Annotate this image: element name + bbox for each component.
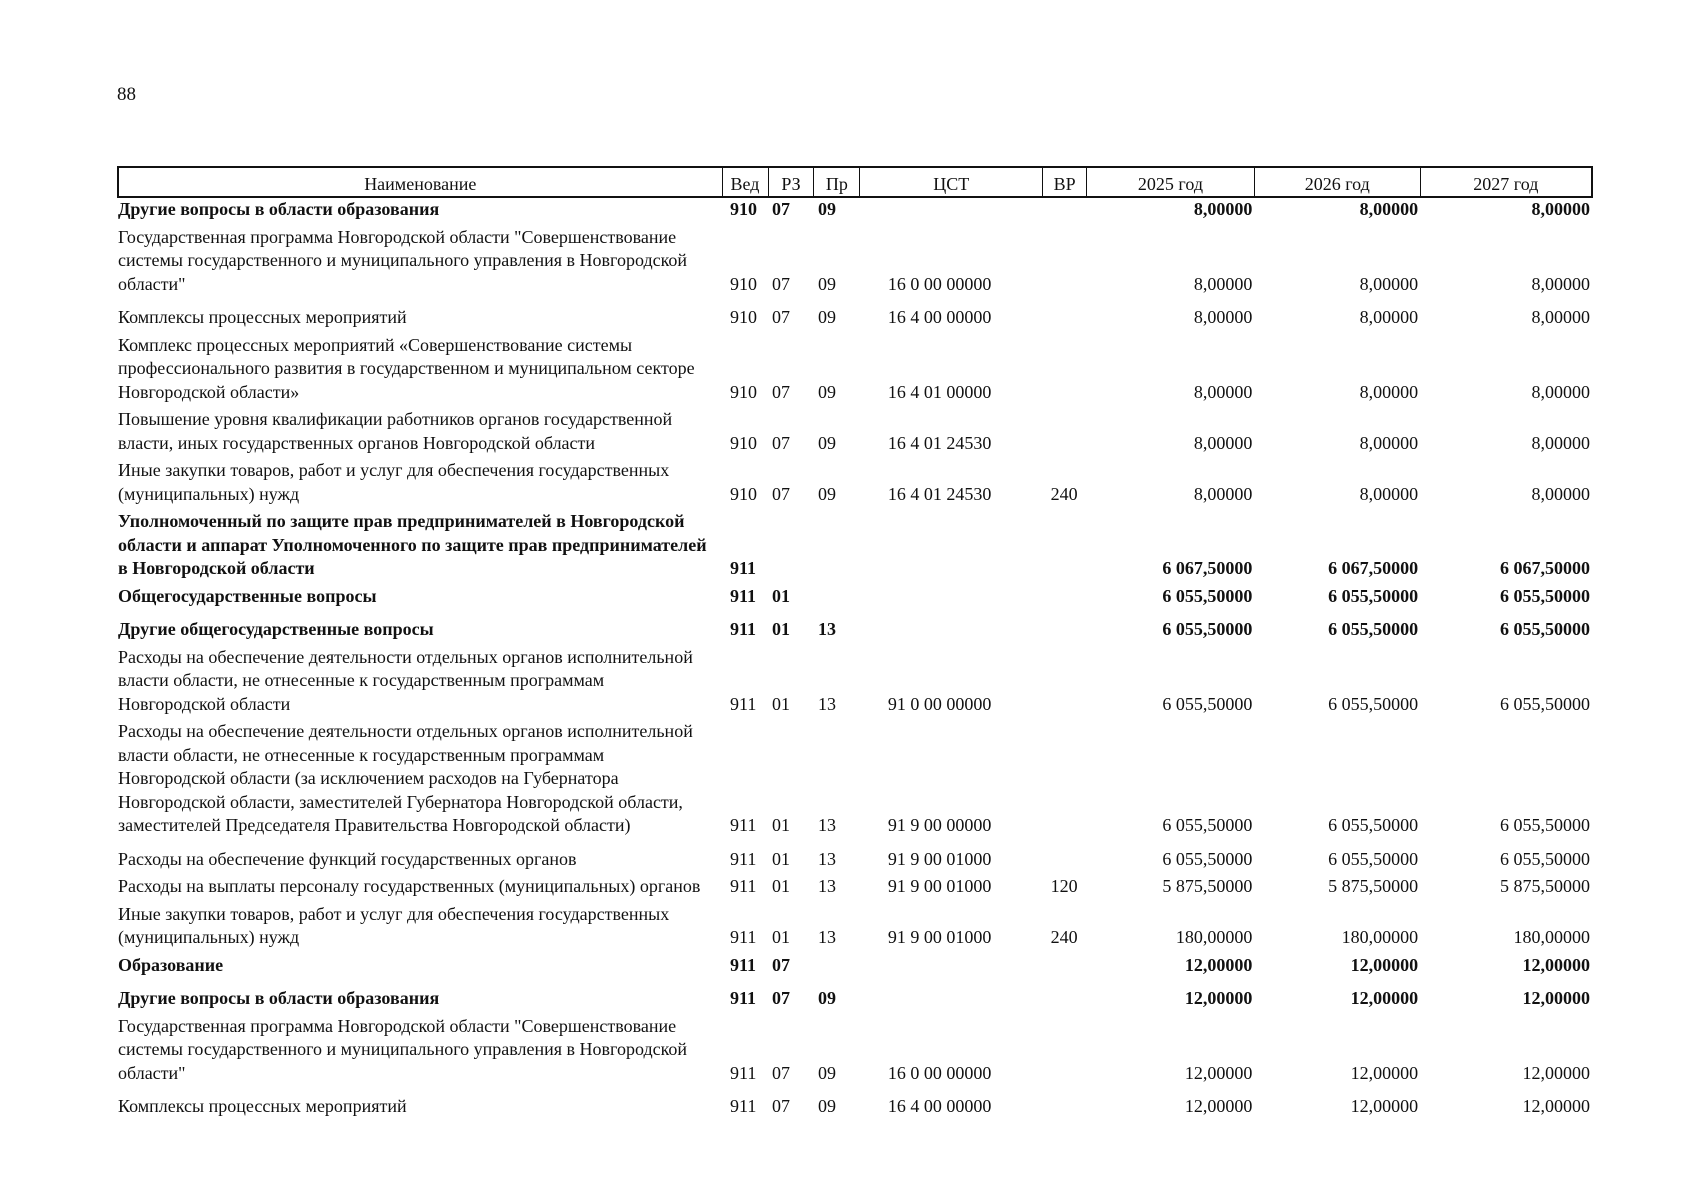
row-ved: 911 (730, 927, 757, 947)
row-2026: 8,00000 (1359, 381, 1419, 402)
table-row (118, 585, 1592, 613)
row-name: Государственная программа Новгородской области "Совершенствование системы государственного и муниципального управления в Новгородской области" (118, 1015, 688, 1083)
row-cst (860, 612, 1043, 646)
row-ved: 910 (730, 483, 758, 504)
row-pr (814, 510, 860, 585)
row-name: Расходы на выплаты персоналу государственных (муниципальных) органов (118, 876, 701, 896)
row-2027: 12,00000 (1522, 1096, 1590, 1116)
row-vr: 240 (1050, 483, 1078, 504)
row-pr: 09 (817, 381, 836, 402)
table-row (118, 197, 1592, 226)
table-row (118, 459, 1592, 510)
header-vr: ВР (1043, 167, 1087, 197)
row-ved: 911 (730, 988, 757, 1008)
row-ved: 910 (730, 432, 758, 453)
row-cst: 91 9 00 01000 (887, 876, 992, 896)
row-pr: 13 (817, 815, 836, 835)
row-rz: 07 (772, 307, 790, 327)
row-2025: 8,00000 (1193, 199, 1253, 219)
row-2025: 12,00000 (1184, 1062, 1253, 1083)
row-2025: 6 055,50000 (1162, 815, 1253, 835)
page-number: 88 (117, 84, 136, 105)
row-name: Другие вопросы в области образования (118, 988, 440, 1008)
row-rz: 07 (772, 1062, 790, 1083)
row-2027: 8,00000 (1531, 273, 1590, 294)
row-2027: 8,00000 (1531, 199, 1590, 219)
row-rz: 07 (772, 381, 790, 402)
row-2025: 6 055,50000 (1162, 619, 1253, 639)
row-ved: 911 (730, 693, 757, 714)
row-name: Расходы на обеспечение функций государственных органов (118, 848, 577, 869)
table-row (118, 981, 1592, 1015)
row-2025: 8,00000 (1193, 307, 1253, 327)
row-rz: 07 (772, 273, 790, 294)
row-pr: 13 (817, 693, 836, 714)
row-cst: 16 4 01 24530 (887, 483, 992, 504)
row-cst: 16 0 00 00000 (887, 1062, 992, 1083)
row-rz: 01 (772, 693, 790, 714)
row-rz: 07 (772, 199, 790, 219)
row-name: Общегосударственные вопросы (118, 585, 377, 606)
row-vr (1043, 197, 1087, 226)
table-row (118, 646, 1592, 721)
row-pr: 13 (817, 876, 836, 896)
row-2025: 12,00000 (1184, 954, 1253, 975)
row-2026: 12,00000 (1350, 1096, 1419, 1116)
row-2026: 8,00000 (1359, 199, 1419, 219)
row-cst: 91 9 00 01000 (887, 848, 992, 869)
row-pr: 13 (817, 927, 836, 947)
row-2025: 8,00000 (1193, 432, 1253, 453)
table-row (118, 1015, 1592, 1090)
row-ved: 911 (730, 1062, 757, 1083)
row-2027: 5 875,50000 (1500, 876, 1590, 896)
row-2027: 180,00000 (1513, 927, 1590, 947)
table-row (118, 1089, 1592, 1123)
row-2026: 12,00000 (1350, 988, 1419, 1008)
table-row (118, 334, 1592, 409)
row-rz: 07 (772, 954, 790, 975)
row-vr (1043, 334, 1087, 409)
header-rz: РЗ (768, 167, 814, 197)
row-ved: 911 (730, 1096, 757, 1116)
row-2025: 6 055,50000 (1162, 693, 1253, 714)
row-name: Комплексы процессных мероприятий (118, 307, 407, 327)
row-2025: 6 067,50000 (1162, 558, 1253, 578)
header-pr: Пр (814, 167, 860, 197)
row-ved: 911 (730, 558, 757, 578)
row-2025: 12,00000 (1184, 1096, 1253, 1116)
row-2026: 8,00000 (1359, 432, 1419, 453)
row-rz: 01 (772, 619, 790, 639)
row-2026: 5 875,50000 (1328, 876, 1419, 896)
table-row (118, 510, 1592, 585)
row-2027: 8,00000 (1531, 381, 1590, 402)
row-name: Комплексы процессных мероприятий (118, 1096, 407, 1116)
row-ved: 911 (730, 619, 757, 639)
row-cst (860, 981, 1043, 1015)
row-2027: 12,00000 (1522, 1062, 1590, 1083)
row-2027: 6 055,50000 (1500, 693, 1590, 714)
row-ved: 910 (730, 307, 758, 327)
row-2025: 180,00000 (1175, 927, 1253, 947)
table-row (118, 300, 1592, 334)
row-2025: 8,00000 (1193, 273, 1253, 294)
row-pr: 09 (817, 432, 836, 453)
row-ved: 911 (730, 954, 757, 975)
row-pr: 09 (817, 307, 836, 327)
row-2026: 12,00000 (1350, 1062, 1419, 1083)
row-ved: 911 (730, 848, 757, 869)
row-rz: 07 (772, 988, 790, 1008)
row-2026: 8,00000 (1359, 273, 1419, 294)
row-2026: 8,00000 (1359, 307, 1419, 327)
row-pr: 13 (817, 848, 836, 869)
row-vr (1043, 720, 1087, 842)
row-pr: 09 (817, 273, 836, 294)
row-cst: 91 0 00 00000 (887, 693, 992, 714)
row-cst: 16 4 01 00000 (887, 381, 992, 402)
row-rz: 01 (772, 585, 790, 606)
row-cst: 91 9 00 01000 (887, 927, 992, 947)
row-vr (1043, 408, 1087, 459)
row-2026: 12,00000 (1350, 954, 1419, 975)
table-row (118, 954, 1592, 982)
row-vr (1043, 1089, 1087, 1123)
row-pr (814, 585, 860, 613)
row-cst (860, 510, 1043, 585)
row-name: Повышение уровня квалификации работников органов государственной власти, иных государственных органов Новгородской области (118, 409, 673, 453)
table-row (118, 842, 1592, 876)
row-name: Комплекс процессных мероприятий «Совершенствование системы профессионального развития в государственном и муниципальном секторе Новгородской области» (118, 334, 695, 402)
row-name: Образование (118, 954, 224, 975)
row-rz (768, 510, 814, 585)
row-2026: 6 067,50000 (1328, 558, 1419, 578)
row-2027: 8,00000 (1531, 483, 1590, 504)
row-name: Иные закупки товаров, работ и услуг для обеспечения государственных (муниципальных) нужд (118, 903, 670, 947)
row-pr: 09 (817, 1096, 836, 1116)
row-2026: 6 055,50000 (1328, 619, 1419, 639)
row-2027: 6 067,50000 (1500, 558, 1590, 578)
row-rz: 01 (772, 876, 790, 896)
row-vr (1043, 646, 1087, 721)
header-2026: 2026 год (1254, 167, 1420, 197)
row-2025: 5 875,50000 (1162, 876, 1253, 896)
row-vr: 120 (1050, 876, 1078, 896)
row-vr (1043, 226, 1087, 301)
row-rz: 01 (772, 927, 790, 947)
row-rz: 01 (772, 815, 790, 835)
row-rz: 01 (772, 848, 790, 869)
row-name: Расходы на обеспечение деятельности отдельных органов исполнительной власти области, не отнесенные к государственным программам Новгородской области (за исключением расходов на Губернатора Новгородской области, заместителей Губернатора Новгородской области, заместителей Председателя Правительства Новгородской области) (118, 721, 693, 835)
table-row (118, 226, 1592, 301)
row-2026: 6 055,50000 (1328, 815, 1419, 835)
row-2027: 8,00000 (1531, 432, 1590, 453)
header-name: Наименование (118, 167, 722, 197)
header-cst: ЦСТ (860, 167, 1043, 197)
row-pr: 09 (817, 1062, 836, 1083)
row-ved: 911 (730, 876, 757, 896)
row-cst: 16 4 00 00000 (887, 307, 992, 327)
budget-table (117, 166, 1593, 1123)
row-2027: 6 055,50000 (1500, 848, 1590, 869)
table-row (118, 612, 1592, 646)
row-rz: 07 (772, 483, 790, 504)
row-name: Иные закупки товаров, работ и услуг для обеспечения государственных (муниципальных) нужд (118, 460, 670, 504)
row-2027: 6 055,50000 (1500, 585, 1590, 606)
row-2026: 6 055,50000 (1328, 585, 1419, 606)
row-2025: 12,00000 (1184, 988, 1253, 1008)
row-ved: 911 (730, 815, 757, 835)
row-cst (860, 954, 1043, 982)
table-row (118, 408, 1592, 459)
row-vr (1043, 842, 1087, 876)
row-cst (860, 585, 1043, 613)
row-2026: 8,00000 (1359, 483, 1419, 504)
row-name: Уполномоченный по защите прав предпринимателей в Новгородской области и аппарат Уполномоченного по защите прав предпринимателей в Новгородской области (118, 511, 707, 578)
row-vr (1043, 954, 1087, 982)
row-cst (860, 197, 1043, 226)
row-2027: 6 055,50000 (1500, 619, 1590, 639)
row-pr: 09 (817, 199, 836, 219)
table-header-row (118, 167, 1592, 197)
row-2026: 6 055,50000 (1328, 693, 1419, 714)
row-pr: 09 (817, 483, 836, 504)
row-cst: 16 4 01 24530 (887, 432, 992, 453)
row-2027: 6 055,50000 (1500, 815, 1590, 835)
row-cst: 16 0 00 00000 (887, 273, 992, 294)
row-vr (1043, 1015, 1087, 1090)
row-ved: 911 (730, 585, 757, 606)
row-ved: 910 (730, 199, 758, 219)
row-vr (1043, 585, 1087, 613)
row-2025: 8,00000 (1193, 483, 1253, 504)
row-pr: 09 (817, 988, 836, 1008)
row-rz: 07 (772, 432, 790, 453)
table-row (118, 720, 1592, 842)
table-row (118, 875, 1592, 903)
row-vr: 240 (1050, 927, 1078, 947)
row-pr (814, 954, 860, 982)
row-ved: 910 (730, 381, 758, 402)
row-name: Другие общегосударственные вопросы (118, 619, 434, 639)
row-2027: 12,00000 (1522, 988, 1590, 1008)
header-2025: 2025 год (1087, 167, 1255, 197)
row-2025: 6 055,50000 (1162, 848, 1253, 869)
row-vr (1043, 981, 1087, 1015)
header-2027: 2027 год (1420, 167, 1592, 197)
row-vr (1043, 612, 1087, 646)
row-name: Государственная программа Новгородской области "Совершенствование системы государственного и муниципального управления в Новгородской области" (118, 226, 688, 294)
row-2026: 180,00000 (1341, 927, 1419, 947)
row-vr (1043, 300, 1087, 334)
row-2025: 8,00000 (1193, 381, 1253, 402)
row-cst: 16 4 00 00000 (887, 1096, 992, 1116)
row-2026: 6 055,50000 (1328, 848, 1419, 869)
row-name: Расходы на обеспечение деятельности отдельных органов исполнительной власти области, не отнесенные к государственным программам Новгородской области (118, 646, 693, 714)
row-name: Другие вопросы в области образования (118, 199, 440, 219)
row-pr: 13 (817, 619, 836, 639)
row-rz: 07 (772, 1096, 790, 1116)
table-row (118, 903, 1592, 954)
row-2027: 12,00000 (1522, 954, 1590, 975)
header-ved: Вед (722, 167, 768, 197)
row-ved: 910 (730, 273, 758, 294)
row-2025: 6 055,50000 (1162, 585, 1253, 606)
row-vr (1043, 510, 1087, 585)
row-cst: 91 9 00 00000 (887, 815, 992, 835)
row-2027: 8,00000 (1531, 307, 1590, 327)
